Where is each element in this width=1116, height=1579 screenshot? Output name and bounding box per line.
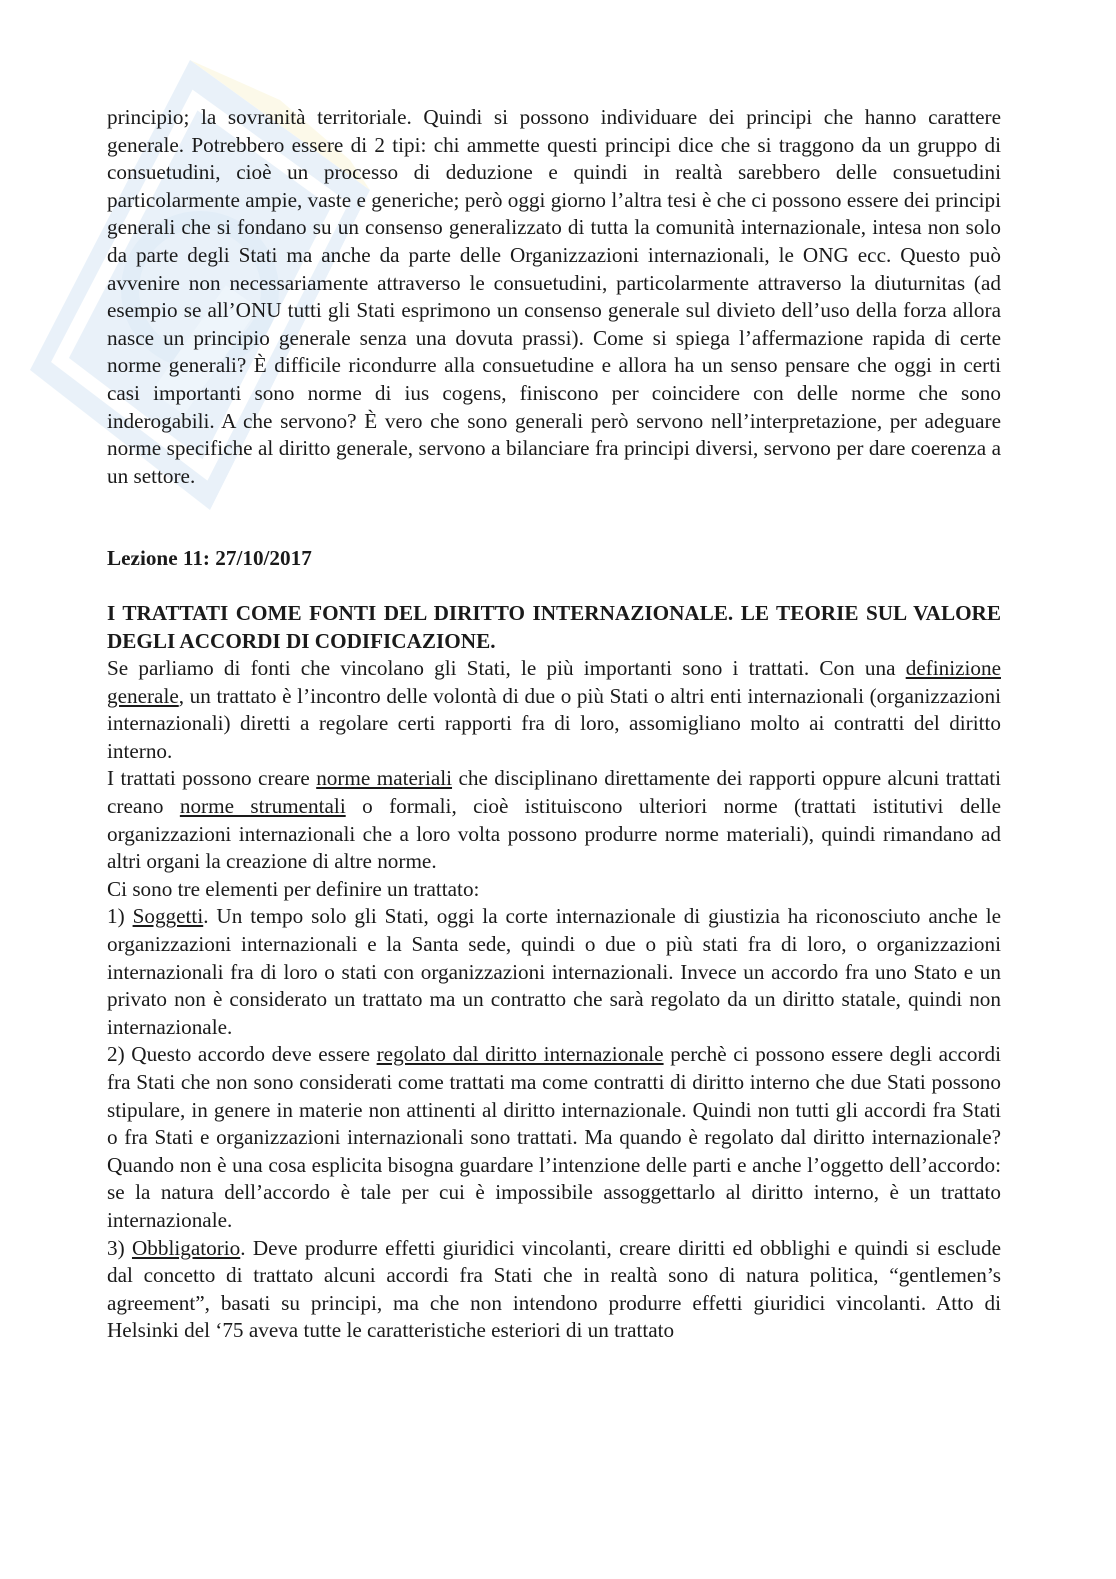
- document-page: [107, 104, 1001, 1345]
- underlined-term: regolato dal diritto internazionale: [376, 1042, 664, 1067]
- lesson-title: Lezione 11: 27/10/2017: [107, 546, 312, 571]
- paragraph-norme: [107, 765, 1001, 875]
- paragraph-definition: [107, 655, 1001, 765]
- intro-paragraph: principio; la sovranità territoriale. Quindi si possono individuare dei principi che hanno carattere generale. Potrebbero essere di 2 tipi: chi ammette questi principi dice che si traggono da un gruppo di consuetudini, cioè un processo di deduzione e quindi in realtà sarebbero delle consuetudini particolarmente ampie, vaste e generiche; però oggi giorno l’altra tesi è che ci possono essere dei principi generali che si fondano su un consenso generalizzato di tutta la comunità internazionale, intesa non solo da parte degli Stati ma anche da parte delle Organizzazioni internazionali, le ONG ecc. Questo può avvenire non necessariamente attraverso le consuetudini, particolarmente attraverso la diuturnitas (ad esempio se all’ONU tutti gli Stati esprimono un consenso generale sul divieto dell’uso della forza allora nasce un principio generale senza una dovuta prassi). Come si spiega l’affermazione rapida di certe norme generali? È difficile ricondurre alla consuetudine e allora ha un senso pensare che oggi in certi casi importanti sono norme di ius cogens, finiscono per coincidere con delle norme che sono inderogabili. A che servono? È vero che sono generali però servono nell’interpretazione, per adeguare norme specifiche al diritto generale, servono a bilanciare fra principi diversi, servono per dare coerenza a un settore.: [107, 105, 1001, 488]
- text-span: Se parliamo di fonti che vincolano gli Stati, le più importanti sono i trattati. Con una: [107, 656, 906, 681]
- text-span: . Deve produrre effetti giuridici vincolanti, creare diritti ed obblighi e quindi si esclude dal concetto di trattato alcuni accordi fra Stati che in realtà sono di natura politica, “gentlemen’s agreement”, basati su principi, ma che non intendono produrre effetti giuridici vincolanti. Atto di Helsinki del ‘75 aveva tutte le caratteristiche esteriori di un trattato: [107, 1235, 1001, 1343]
- underlined-term: Obbligatorio: [131, 1235, 241, 1260]
- list-item-regolato: [107, 1041, 1001, 1234]
- text-span: 1): [107, 904, 133, 929]
- paragraph-elements-intro: Ci sono tre elementi per definire un trattato:: [107, 876, 480, 901]
- text-span: , un trattato è l’incontro delle volontà di due o più Stati o altri enti internazionali (organizzazioni internazionali) diretti a regolare certi rapporti fra di loro, assomigliano molto ai contratti del diritto interno.: [107, 683, 1001, 763]
- underlined-term: norme materiali: [316, 766, 453, 791]
- list-item-obbligatorio: [107, 1235, 1001, 1345]
- section-title: I TRATTATI COME FONTI DEL DIRITTO INTERNAZIONALE. LE TEORIE SUL VALORE DEGLI ACCORDI DI CODIFICAZIONE.: [107, 600, 1001, 653]
- text-span: che disciplinano direttamente dei rapporti oppure alcuni trattati creano: [107, 766, 1002, 819]
- text-span: 3): [107, 1235, 132, 1260]
- underlined-term: definizione generale: [107, 656, 1001, 708]
- text-span: o formali, cioè istituiscono ulteriori norme (trattati istitutivi delle organizzazioni internazionali che a loro volta possono produrre norme materiali), quindi rimandano ad altri organi la creazione di altre norme.: [107, 794, 1001, 874]
- list-item-soggetti: [107, 903, 1001, 1041]
- text-span: perchè ci possono essere degli accordi fra Stati che non sono considerati come trattati ma come contratti di diritto interno che due Stati possono stipulare, in genere in materie non attinenti al diritto internazionale. Quindi non tutti gli accordi fra Stati o fra Stati e organizzazioni internazionali sono trattati. Ma quando è regolato dal diritto internazionale? Quando non è una cosa esplicita bisogna guardare l’intenzione delle parti e anche l’oggetto dell’accordo: se la natura dell’accordo è tale per cui è impossibile assoggettarlo al diritto interno, è un trattato internazionale.: [107, 1042, 1001, 1232]
- text-span: I trattati possono creare: [107, 766, 317, 791]
- underlined-term: Soggetti: [132, 904, 204, 929]
- text-span: 2) Questo accordo deve essere: [107, 1042, 377, 1067]
- underlined-term: norme strumentali: [179, 794, 346, 819]
- text-span: . Un tempo solo gli Stati, oggi la corte internazionale di giustizia ha riconosciuto anche le organizzazioni internazionali e la Santa sede, quindi o due o più stati fra di loro, o organizzazioni internazionali fra di loro o stati con organizzazioni internazionali. Invece un accordo fra uno Stato e un privato non è considerato un trattato ma un contratto che sarà regolato da un diritto statale, quindi non internazionale.: [107, 904, 1001, 1039]
